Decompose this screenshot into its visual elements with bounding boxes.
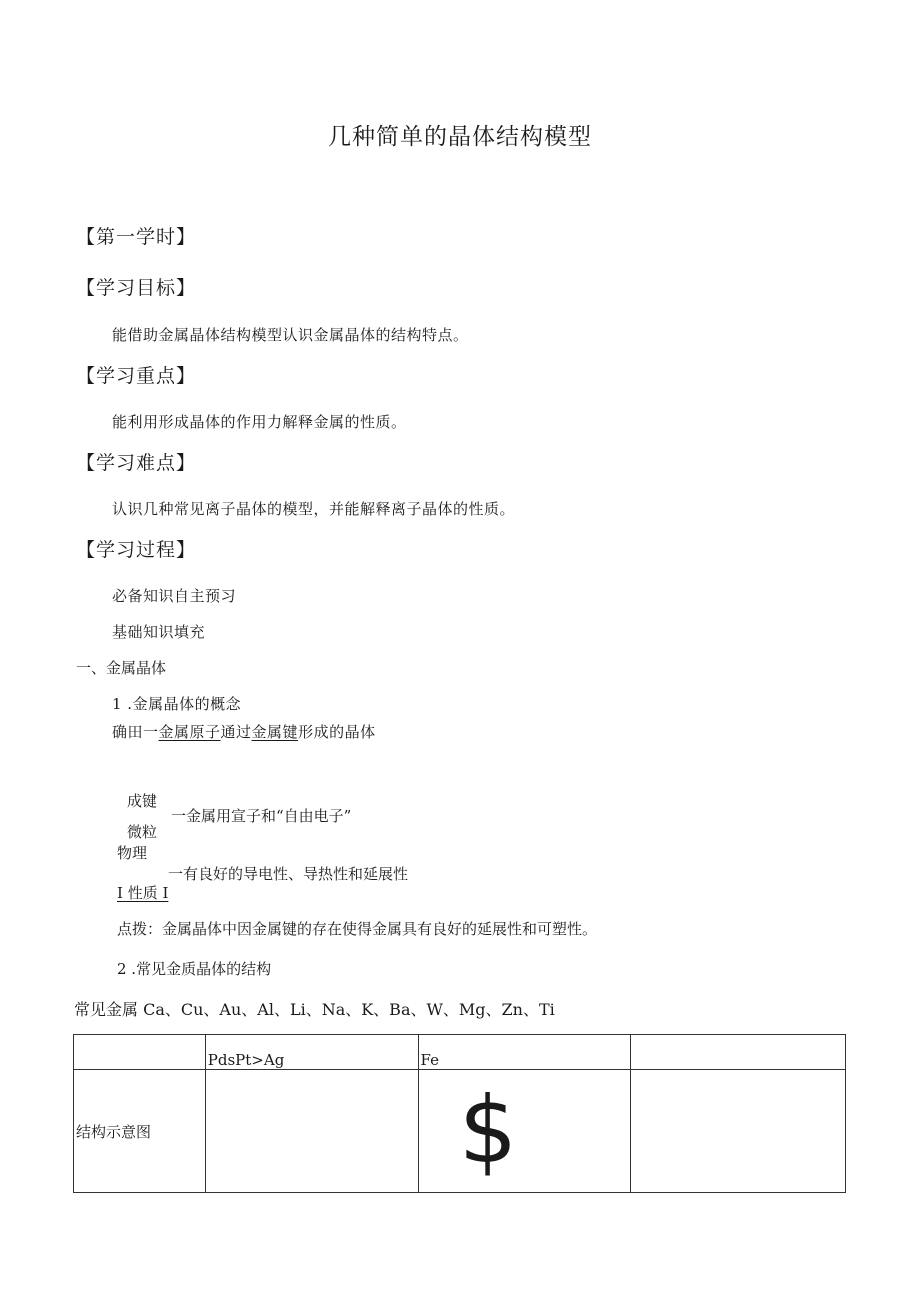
table-row: [74, 1070, 846, 1193]
page-title: 几种简单的晶体结构模型: [328, 124, 592, 150]
table-header-cell: [74, 1035, 206, 1070]
phys-label-2: I 性质 I: [117, 884, 169, 902]
period-heading: 【第一学时】: [76, 226, 197, 248]
goal-text: 能借助金属晶体结构模型认识金属晶体的结构特点。: [112, 326, 469, 344]
item2-title: 2 .常见金质晶体的结构: [117, 960, 272, 978]
concept-prefix: 确田一: [112, 723, 159, 741]
fe-structure-symbol: $: [458, 1077, 518, 1184]
common-metals-line: 常见金属 Ca、Cu、Au、Al、Li、Na、K、Ba、W、Mg、Zn、Ti: [74, 1000, 555, 1019]
item1-title: 1 .金属晶体的概念: [112, 695, 242, 713]
structure-cell: [631, 1070, 846, 1193]
bond-label-1: 成键: [127, 792, 158, 810]
table-header-cell: PdsPt>Ag: [205, 1035, 418, 1070]
concept-underline-1: 金属原子: [158, 723, 221, 741]
goal-heading: 【学习目标】: [76, 277, 197, 299]
concept-underline-2: 金属键: [251, 723, 299, 741]
difficult-heading: 【学习难点】: [76, 452, 197, 474]
table-header-row: [74, 1035, 846, 1070]
process-heading: 【学习过程】: [76, 539, 197, 561]
concept-line: [112, 721, 376, 742]
structure-cell: [205, 1070, 418, 1193]
table-header-cell: Fe: [418, 1035, 631, 1070]
process-line-1: 必备知识自主预习: [112, 587, 237, 605]
phys-label-1: 物理: [117, 844, 148, 862]
process-line-2: 基础知识填充: [112, 623, 206, 641]
structure-cell-fe: [418, 1070, 631, 1193]
concept-mid: 通过: [220, 723, 252, 741]
tip-text: 点拨：金属晶体中因金属键的存在使得金属具有良好的延展性和可塑性。: [117, 920, 598, 938]
key-text: 能利用形成晶体的作用力解释金属的性质。: [112, 413, 407, 431]
concept-suffix: 形成的晶体: [298, 723, 376, 741]
table-header-cell: [631, 1035, 846, 1070]
bond-label-2: 微粒: [127, 823, 158, 841]
difficult-text: 认识几种常见离子晶体的模型，并能解释离子晶体的性质。: [112, 500, 516, 518]
key-heading: 【学习重点】: [76, 365, 197, 387]
metal-crystal-section-title: 一、金属晶体: [76, 659, 167, 677]
row-label: 结构示意图: [74, 1070, 206, 1193]
crystal-structure-table: [73, 1034, 846, 1193]
bond-text: 一金属用宣子和“自由电子”: [171, 807, 352, 825]
phys-text: 一有良好的导电性、导热性和延展性: [168, 865, 409, 883]
